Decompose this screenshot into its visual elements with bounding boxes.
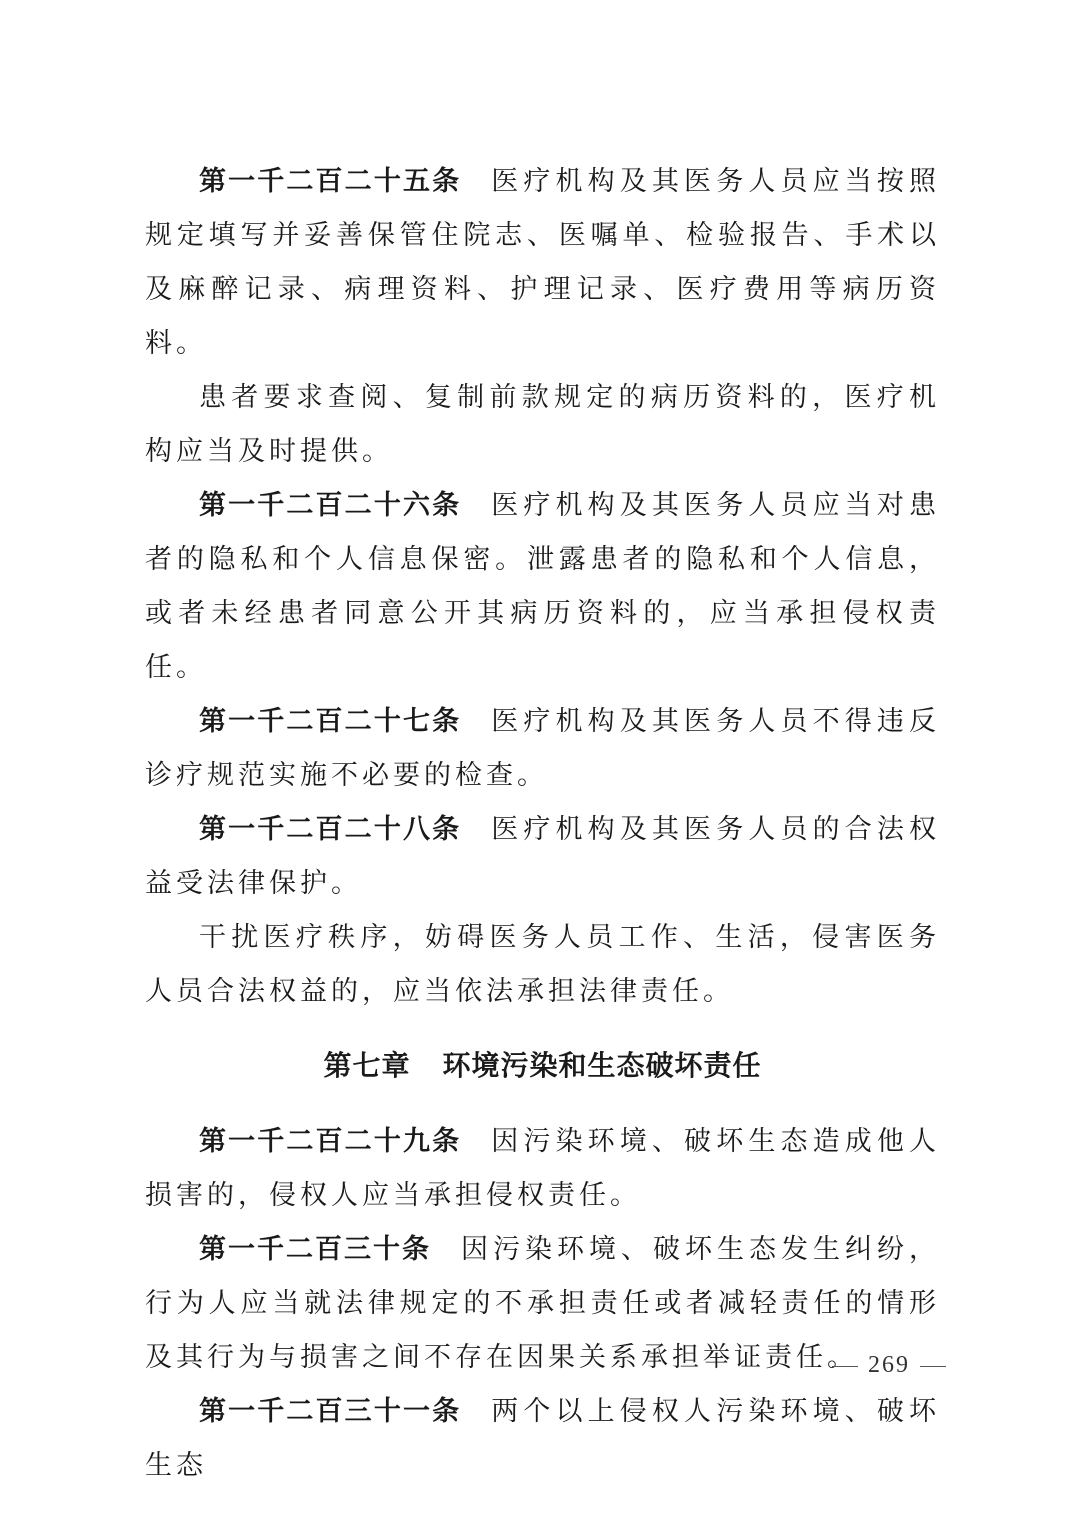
article-heading: 第一千二百二十五条 xyxy=(199,166,462,197)
article-1229 xyxy=(145,1115,940,1223)
article-1225 xyxy=(145,155,940,371)
document-page xyxy=(145,155,940,1493)
article-text: 医疗机构及其医务人员应当按照规定填写并妥善保管住院志、医嘱单、检验报告、手术以及麻醉记录、病理资料、护理记录、医疗费用等病历资料。 xyxy=(145,166,941,359)
article-1228 xyxy=(145,803,940,911)
article-1228-para-2: 干扰医疗秩序，妨碍医务人员工作、生活，侵害医务人员合法权益的，应当依法承担法律责任。 xyxy=(145,922,940,1007)
footer-dash-right xyxy=(920,1366,946,1367)
article-text: 医疗机构及其医务人员应当对患者的隐私和个人信息保密。泄露患者的隐私和个人信息，或者未经患者同意公开其病历资料的，应当承担侵权责任。 xyxy=(145,490,941,683)
chapter-number: 第七章 xyxy=(323,1049,411,1082)
article-heading: 第一千二百三十条 xyxy=(199,1234,431,1265)
article-heading: 第一千二百三十一条 xyxy=(199,1396,462,1427)
article-text: 因污染环境、破坏生态造成他人损害的，侵权人应当承担侵权责任。 xyxy=(145,1126,941,1211)
chapter-heading xyxy=(145,1039,940,1093)
article-1231 xyxy=(145,1385,940,1493)
article-text: 医疗机构及其医务人员的合法权益受法律保护。 xyxy=(145,814,941,899)
page-footer xyxy=(822,1352,956,1379)
article-heading: 第一千二百二十七条 xyxy=(199,706,462,737)
article-1227 xyxy=(145,695,940,803)
article-text: 两个以上侵权人污染环境、破坏生态 xyxy=(145,1396,941,1481)
article-1225-para-2: 患者要求查阅、复制前款规定的病历资料的，医疗机构应当及时提供。 xyxy=(145,382,940,467)
footer-dash-left xyxy=(832,1366,858,1367)
article-1230 xyxy=(145,1223,940,1385)
article-text: 医疗机构及其医务人员不得违反诊疗规范实施不必要的检查。 xyxy=(145,706,941,791)
page-number: 269 xyxy=(868,1352,910,1378)
chapter-title: 环境污染和生态破坏责任 xyxy=(442,1049,762,1082)
article-1226 xyxy=(145,479,940,695)
article-heading: 第一千二百二十八条 xyxy=(199,814,462,845)
article-heading: 第一千二百二十六条 xyxy=(199,490,462,521)
article-heading: 第一千二百二十九条 xyxy=(199,1126,462,1157)
article-text: 因污染环境、破坏生态发生纠纷，行为人应当就法律规定的不承担责任或者减轻责任的情形及其行为与损害之间不存在因果关系承担举证责任。 xyxy=(145,1234,940,1373)
